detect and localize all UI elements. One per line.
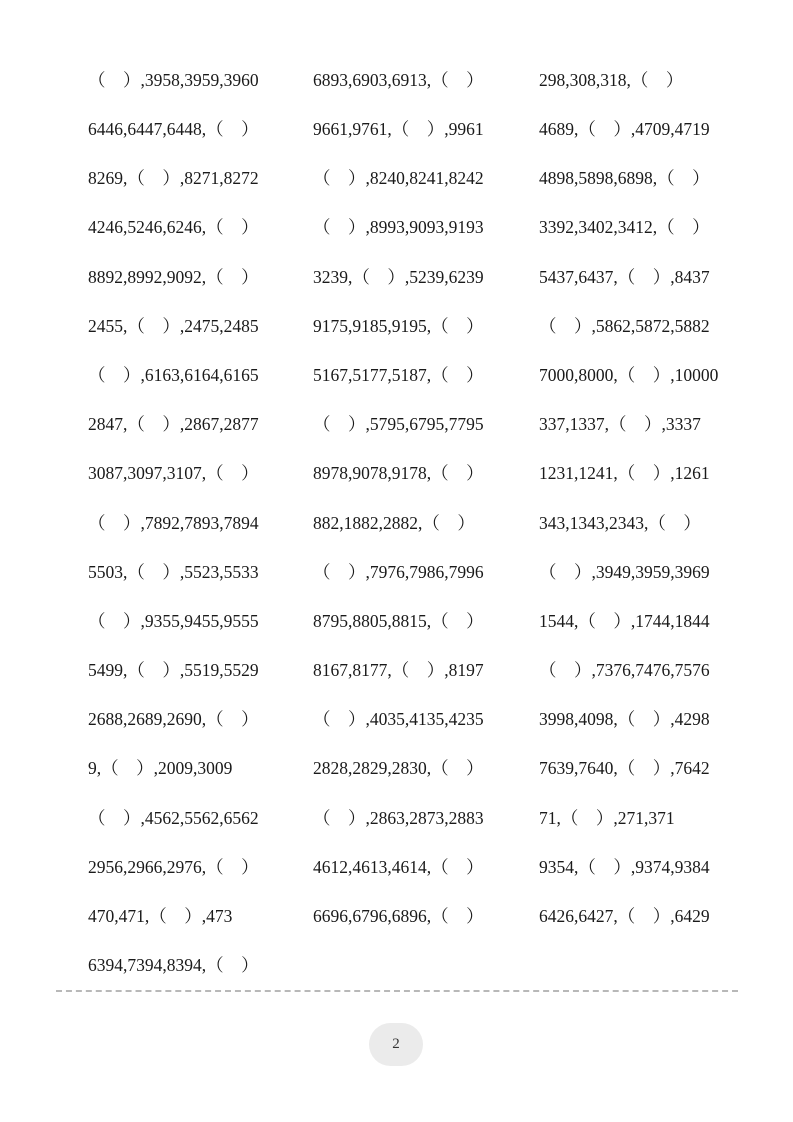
sequence-problem: （ ）,6163,6164,6165 <box>88 364 259 385</box>
sequence-problem: 9175,9185,9195,（ ） <box>313 315 484 336</box>
sequence-problem: 2828,2829,2830,（ ） <box>313 758 484 779</box>
sequence-problem: （ ）,4035,4135,4235 <box>313 709 484 730</box>
sequence-problem: （ ）,4562,5562,6562 <box>88 807 259 828</box>
sequence-problem: 4689,（ ）,4709,4719 <box>539 119 710 140</box>
sequence-problem: 298,308,318,（ ） <box>539 69 684 90</box>
sequence-problem: 470,471,（ ）,473 <box>88 906 233 927</box>
sequence-problem: （ ）,9355,9455,9555 <box>88 610 259 631</box>
sequence-problem: 6394,7394,8394,（ ） <box>88 955 259 976</box>
sequence-problem: 3239,（ ）,5239,6239 <box>313 266 484 287</box>
page-number: 2 <box>392 1036 400 1052</box>
sequence-problem: 5499,（ ）,5519,5529 <box>88 660 259 681</box>
sequence-problem: 7000,8000,（ ）,10000 <box>539 364 719 385</box>
sequence-problem: 337,1337,（ ）,3337 <box>539 414 701 435</box>
sequence-problem: 2688,2689,2690,（ ） <box>88 709 259 730</box>
sequence-problem: （ ）,7976,7986,7996 <box>313 561 484 582</box>
sequence-problem: 71,（ ）,271,371 <box>539 807 675 828</box>
sequence-problem: （ ）,7892,7893,7894 <box>88 512 259 533</box>
sequence-problem: 4246,5246,6246,（ ） <box>88 217 259 238</box>
sequence-problem: （ ）,3958,3959,3960 <box>88 69 259 90</box>
sequence-problem: 2956,2966,2976,（ ） <box>88 856 259 877</box>
sequence-problem: 3392,3402,3412,（ ） <box>539 217 710 238</box>
sequence-problem: 8269,（ ）,8271,8272 <box>88 168 259 189</box>
sequence-problem: （ ）,5862,5872,5882 <box>539 315 710 336</box>
sequence-problem: 8978,9078,9178,（ ） <box>313 463 484 484</box>
sequence-problem: 5167,5177,5187,（ ） <box>313 364 484 385</box>
sequence-problem: 4612,4613,4614,（ ） <box>313 856 484 877</box>
sequence-problem: （ ）,3949,3959,3969 <box>539 561 710 582</box>
sequence-problem: 9354,（ ）,9374,9384 <box>539 856 710 877</box>
page-number-badge <box>369 1023 423 1066</box>
sequence-problem: 9661,9761,（ ）,9961 <box>313 119 484 140</box>
sequence-problem: 4898,5898,6898,（ ） <box>539 168 710 189</box>
sequence-problem: 6446,6447,6448,（ ） <box>88 119 259 140</box>
sequence-problem: 7639,7640,（ ）,7642 <box>539 758 710 779</box>
sequence-problem: （ ）,7376,7476,7576 <box>539 660 710 681</box>
sequence-problem: （ ）,2863,2873,2883 <box>313 807 484 828</box>
sequence-problem: 1544,（ ）,1744,1844 <box>539 610 710 631</box>
dashed-divider <box>56 990 738 992</box>
sequence-problem: （ ）,8240,8241,8242 <box>313 168 484 189</box>
sequence-problem: （ ）,5795,6795,7795 <box>313 414 484 435</box>
sequence-problem: 6426,6427,（ ）,6429 <box>539 906 710 927</box>
sequence-problem: 8795,8805,8815,（ ） <box>313 610 484 631</box>
sequence-problem: （ ）,8993,9093,9193 <box>313 217 484 238</box>
problem-grid <box>88 56 748 991</box>
sequence-problem: 3998,4098,（ ）,4298 <box>539 709 710 730</box>
sequence-problem: 8167,8177,（ ）,8197 <box>313 660 484 681</box>
sequence-problem: 6893,6903,6913,（ ） <box>313 69 484 90</box>
sequence-problem: 6696,6796,6896,（ ） <box>313 906 484 927</box>
sequence-problem: 5503,（ ）,5523,5533 <box>88 561 259 582</box>
sequence-problem: 882,1882,2882,（ ） <box>313 512 475 533</box>
sequence-problem: 5437,6437,（ ）,8437 <box>539 266 710 287</box>
sequence-problem: 343,1343,2343,（ ） <box>539 512 701 533</box>
sequence-problem: 3087,3097,3107,（ ） <box>88 463 259 484</box>
sequence-problem: 2847,（ ）,2867,2877 <box>88 414 259 435</box>
sequence-problem: 2455,（ ）,2475,2485 <box>88 315 259 336</box>
sequence-problem: 8892,8992,9092,（ ） <box>88 266 259 287</box>
sequence-problem: 9,（ ）,2009,3009 <box>88 758 233 779</box>
sequence-problem: 1231,1241,（ ）,1261 <box>539 463 710 484</box>
